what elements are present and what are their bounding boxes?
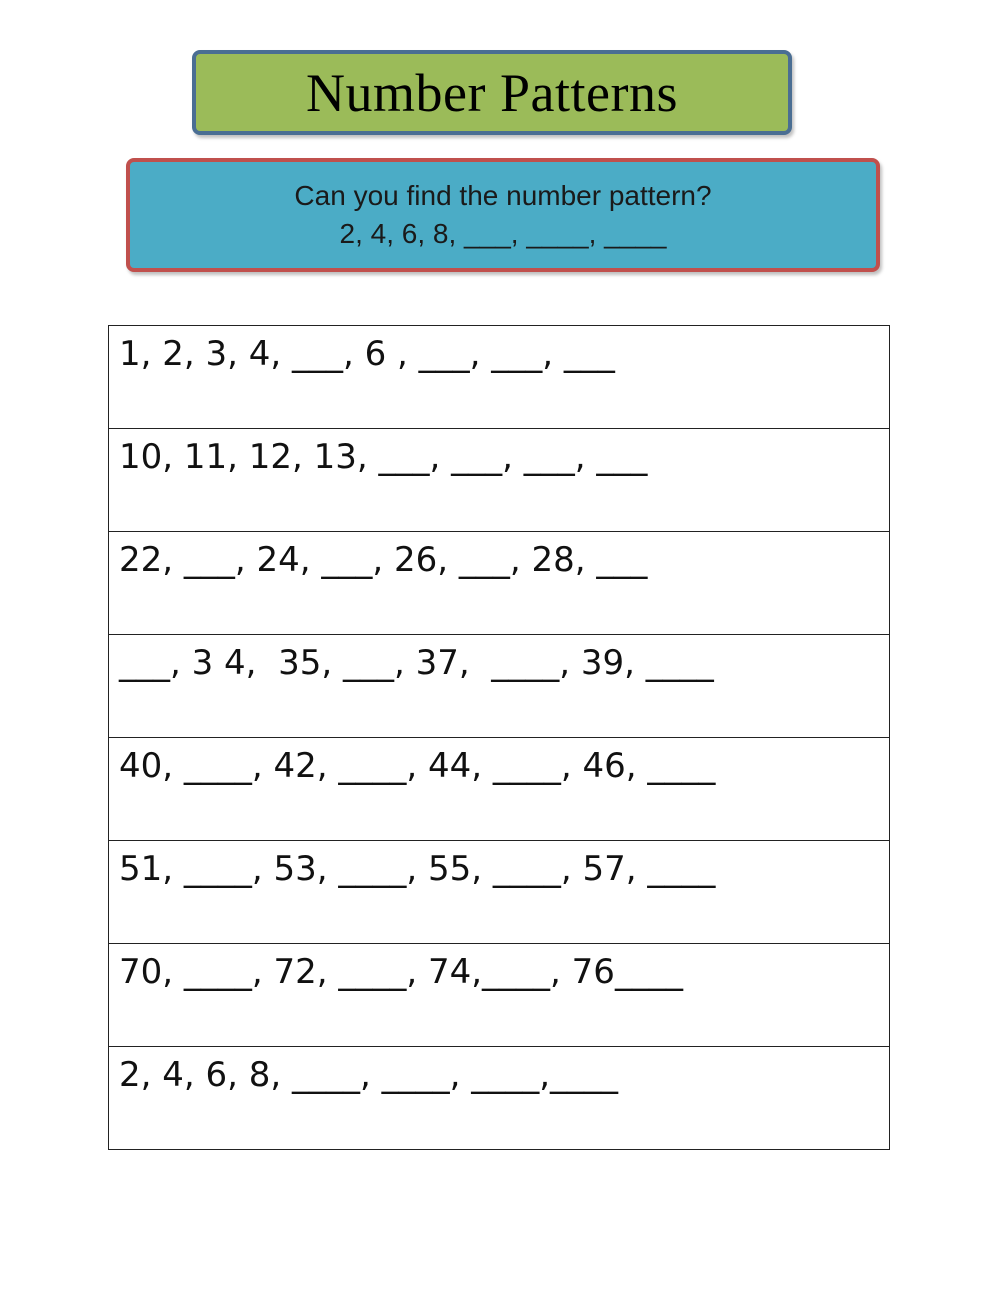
title-banner: [192, 50, 792, 135]
pattern-sequence: 22, ___, 24, ___, 26, ___, 28, ___: [119, 540, 648, 580]
pattern-cell[interactable]: [109, 1047, 890, 1150]
pattern-sequence: 40, ____, 42, ____, 44, ____, 46, ____: [119, 746, 716, 786]
pattern-row: [109, 532, 890, 635]
pattern-table: [108, 325, 890, 1150]
pattern-row: [109, 944, 890, 1047]
pattern-sequence: 70, ____, 72, ____, 74,____, 76____: [119, 952, 683, 992]
pattern-row: [109, 738, 890, 841]
pattern-row: [109, 635, 890, 738]
page-title: Number Patterns: [306, 62, 678, 123]
instruction-question: Can you find the number pattern?: [294, 180, 712, 211]
pattern-sequence: 51, ____, 53, ____, 55, ____, 57, ____: [119, 849, 716, 889]
pattern-cell[interactable]: [109, 429, 890, 532]
pattern-sequence: ___, 3 4, 35, ___, 37, ____, 39, ____: [119, 643, 714, 683]
pattern-row: [109, 326, 890, 429]
pattern-cell[interactable]: [109, 738, 890, 841]
pattern-cell[interactable]: [109, 532, 890, 635]
pattern-cell[interactable]: [109, 841, 890, 944]
pattern-row: [109, 429, 890, 532]
pattern-cell[interactable]: [109, 635, 890, 738]
pattern-sequence: 10, 11, 12, 13, ___, ___, ___, ___: [119, 437, 648, 477]
instruction-banner: [126, 158, 880, 272]
pattern-cell[interactable]: [109, 944, 890, 1047]
pattern-sequence: 2, 4, 6, 8, ____, ____, ____,____: [119, 1055, 619, 1095]
pattern-cell[interactable]: [109, 326, 890, 429]
pattern-sequence: 1, 2, 3, 4, ___, 6 , ___, ___, ___: [119, 334, 615, 374]
pattern-row: [109, 841, 890, 944]
pattern-row: [109, 1047, 890, 1150]
instruction-example: 2, 4, 6, 8, ___, ____, ____: [339, 218, 667, 249]
